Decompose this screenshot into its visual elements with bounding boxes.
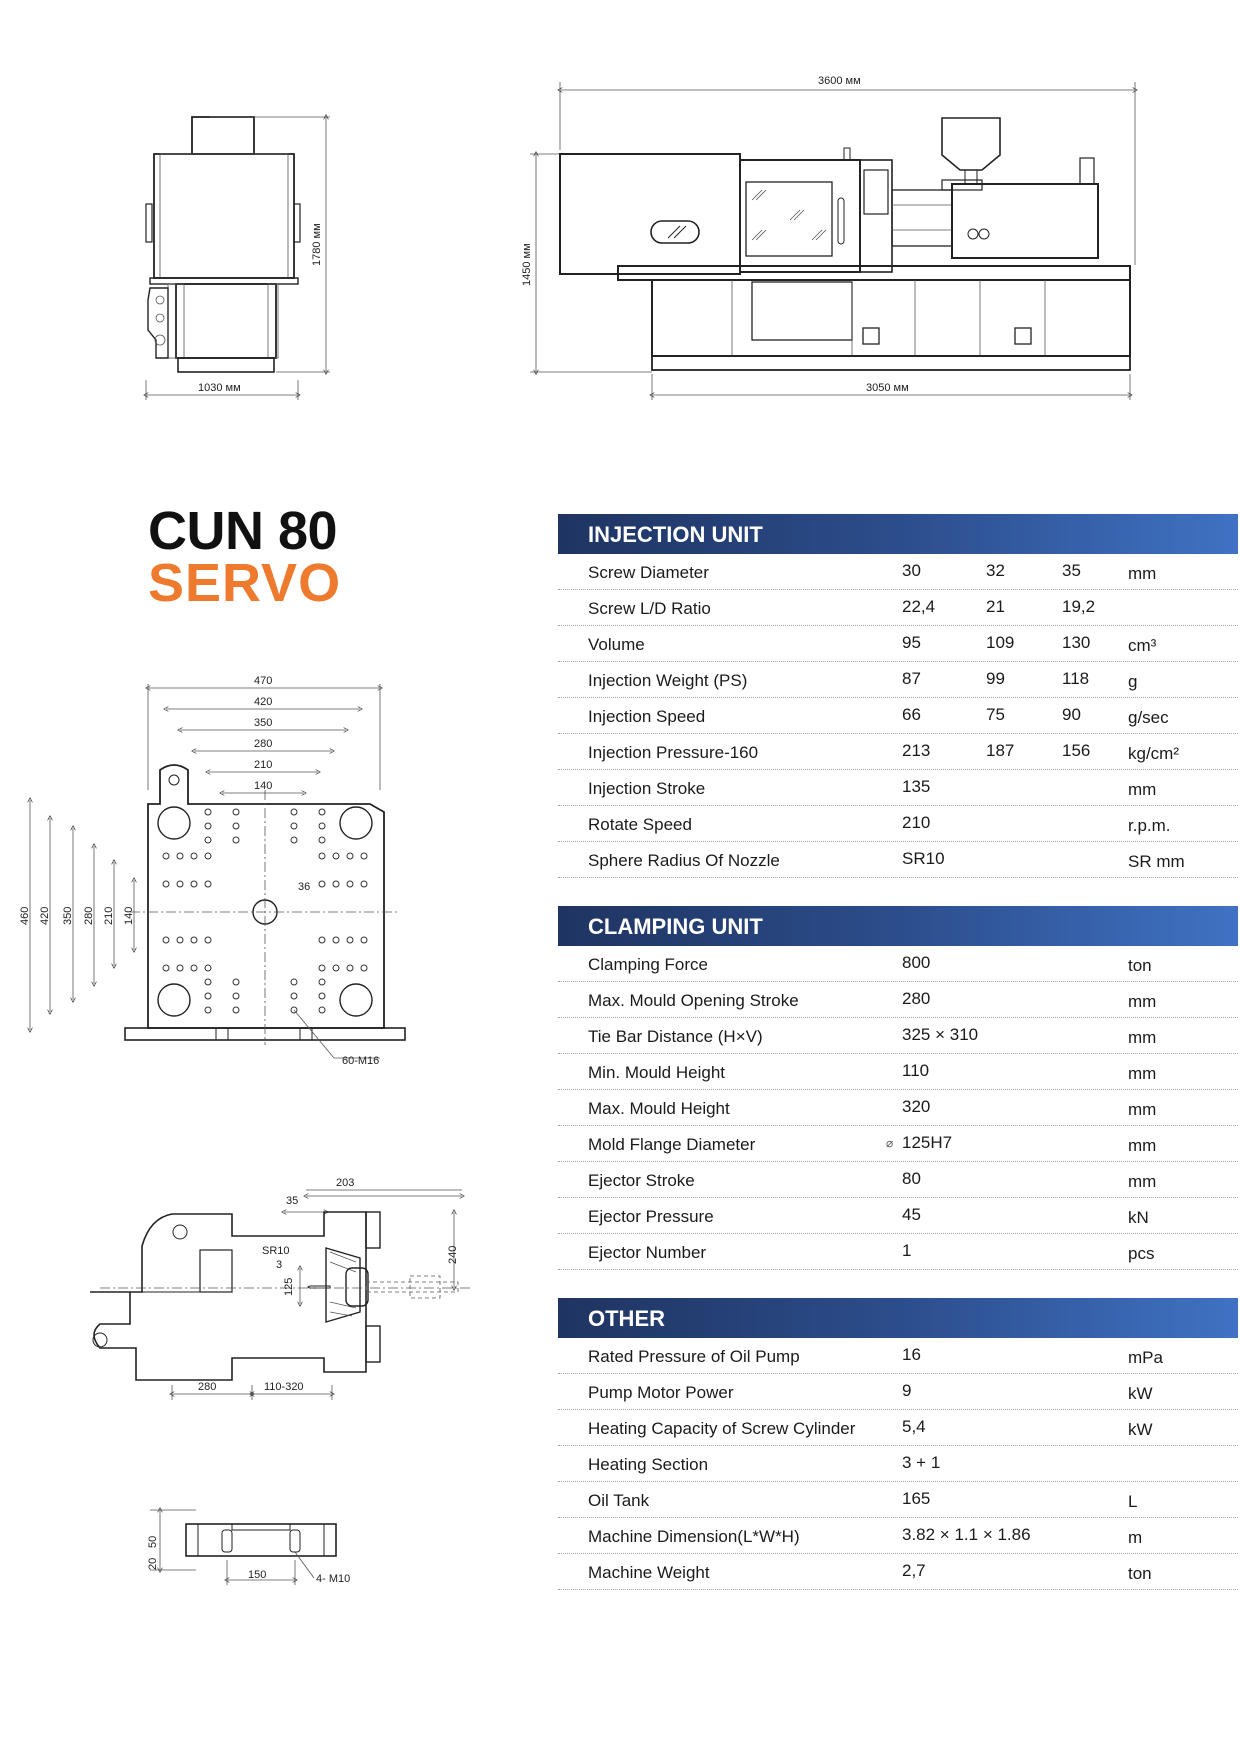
spec-unit: mm (1128, 1136, 1157, 1155)
spec-row (558, 626, 1238, 662)
spec-unit: mm (1128, 992, 1157, 1011)
spec-value-2: 32 (986, 561, 1005, 580)
spec-label: Heating Section (588, 1455, 709, 1474)
spec-value-3: 156 (1062, 741, 1091, 760)
front-length-label: 3600 мм (818, 75, 861, 87)
spec-label: Rated Pressure of Oil Pump (588, 1347, 800, 1366)
spec-value-1: 5,4 (902, 1417, 926, 1436)
spec-unit: kW (1128, 1384, 1153, 1403)
spec-unit: SR mm (1128, 852, 1185, 871)
spec-rows (558, 554, 1238, 878)
spec-row (558, 842, 1238, 878)
spec-row (558, 734, 1238, 770)
spec-row (558, 1554, 1238, 1590)
spec-label: Injection Speed (588, 707, 706, 726)
product-model: CUN 80 (148, 501, 338, 561)
spec-label: Injection Weight (PS) (588, 671, 748, 690)
platen-dim-210: 210 (254, 759, 273, 771)
spec-rows (558, 1338, 1238, 1590)
spec-value-1: 87 (902, 669, 921, 688)
spec-unit: mm (1128, 1064, 1157, 1083)
platen-vdim-420: 420 (39, 906, 51, 925)
platen-vdim-460: 460 (19, 906, 31, 925)
nozzle-dim-203: 203 (336, 1177, 355, 1189)
spec-label: Ejector Number (588, 1243, 707, 1262)
spec-row (558, 770, 1238, 806)
spec-label: Volume (588, 635, 645, 654)
spec-label: Rotate Speed (588, 815, 692, 834)
spec-unit: kN (1128, 1208, 1149, 1227)
spec-value-1: 125H7 (902, 1133, 953, 1152)
spec-value-1: 22,4 (902, 597, 936, 616)
spec-value-1: 800 (902, 953, 931, 972)
platen-dim-280: 280 (254, 738, 273, 750)
front-base-label: 3050 мм (866, 382, 909, 394)
spec-value-3: 19,2 (1062, 597, 1096, 616)
spec-value-3: 35 (1062, 561, 1081, 580)
spec-label: Screw L/D Ratio (588, 599, 711, 618)
spec-value-1: 30 (902, 561, 921, 580)
spec-rows (558, 946, 1238, 1270)
spec-row (558, 1410, 1238, 1446)
spec-label: Max. Mould Height (588, 1099, 730, 1118)
nozzle-section-drawing (90, 1190, 470, 1400)
ejector-bolt-label: 4- M10 (316, 1573, 351, 1585)
spec-value-2: 99 (986, 669, 1005, 688)
spec-label: Sphere Radius Of Nozzle (588, 851, 780, 870)
spec-row (558, 662, 1238, 698)
spec-label: Tie Bar Distance (H×V) (588, 1027, 763, 1046)
spec-unit: ton (1128, 956, 1152, 975)
spec-unit: g/sec (1128, 708, 1169, 727)
side-width-label: 1030 мм (198, 382, 241, 394)
front-view-drawing (530, 82, 1135, 400)
spec-value-1: 213 (902, 741, 931, 760)
spec-value-1: 210 (902, 813, 931, 832)
spec-label: Injection Stroke (588, 779, 706, 798)
side-view-drawing (146, 117, 330, 400)
spec-value-1: 95 (902, 633, 921, 652)
spec-row (558, 1446, 1238, 1482)
spec-value-1: 45 (902, 1205, 921, 1224)
spec-row (558, 554, 1238, 590)
spec-unit: g (1128, 672, 1138, 691)
spec-value-3: 118 (1062, 669, 1090, 688)
spec-row (558, 1018, 1238, 1054)
spec-unit: mm (1128, 564, 1157, 583)
spec-row (558, 1338, 1238, 1374)
spec-row (558, 982, 1238, 1018)
spec-label: Ejector Stroke (588, 1171, 695, 1190)
platen-bolt-label: 60-M16 (342, 1055, 380, 1067)
spec-value-1: 280 (902, 989, 931, 1008)
nozzle-dim-240: 240 (447, 1245, 459, 1264)
clamping-unit-section (558, 906, 1238, 1270)
spec-unit: pcs (1128, 1244, 1155, 1263)
spec-unit: kW (1128, 1420, 1153, 1439)
spec-row (558, 590, 1238, 626)
spec-label: Pump Motor Power (588, 1383, 734, 1402)
spec-value-1: 165 (902, 1489, 931, 1508)
platen-vdim-210: 210 (103, 906, 115, 925)
platen-dim-350: 350 (254, 717, 273, 729)
platen-drawing (30, 684, 405, 1058)
spec-value-1: 110 (902, 1061, 930, 1080)
spec-unit: m (1128, 1528, 1143, 1547)
spec-unit: cm³ (1128, 636, 1157, 655)
spec-row (558, 698, 1238, 734)
spec-unit: mPa (1128, 1348, 1163, 1367)
other-section (558, 1298, 1238, 1590)
product-variant: SERVO (148, 553, 342, 613)
platen-vdim-140: 140 (123, 906, 135, 925)
section-header: OTHER (558, 1298, 1238, 1338)
spec-label: Max. Mould Opening Stroke (588, 991, 799, 1010)
nozzle-dim-110-320: 110-320 (264, 1381, 304, 1393)
spec-row (558, 946, 1238, 982)
spec-row (558, 1198, 1238, 1234)
nozzle-dim-3: 3 (276, 1259, 283, 1271)
spec-row (558, 1054, 1238, 1090)
spec-label: Min. Mould Height (588, 1063, 726, 1082)
spec-value-1: 135 (902, 777, 931, 796)
spec-prefix: ⌀ (886, 1136, 894, 1150)
platen-center-dim: 36 (298, 881, 311, 893)
spec-label: Heating Capacity of Screw Cylinder (588, 1419, 856, 1438)
platen-vdim-350: 350 (62, 906, 74, 925)
spec-label: Machine Weight (588, 1563, 710, 1582)
spec-row (558, 1374, 1238, 1410)
spec-value-1: 3.82 × 1.1 × 1.86 (902, 1525, 1031, 1544)
spec-unit: r.p.m. (1128, 816, 1171, 835)
spec-value-2: 109 (986, 633, 1015, 652)
spec-unit: L (1128, 1492, 1138, 1511)
section-header: CLAMPING UNIT (558, 906, 1238, 946)
spec-row (558, 1162, 1238, 1198)
spec-value-1: SR10 (902, 849, 945, 868)
ejector-plate-drawing (150, 1510, 336, 1585)
spec-value-2: 75 (986, 705, 1005, 724)
spec-unit: kg/cm² (1128, 744, 1179, 763)
spec-row (558, 1090, 1238, 1126)
injection-unit-section (558, 514, 1238, 878)
spec-label: Injection Pressure-160 (588, 743, 759, 762)
spec-row (558, 1518, 1238, 1554)
ejector-dim-50: 50 (147, 1535, 159, 1548)
spec-row (558, 1126, 1238, 1162)
spec-row (558, 1482, 1238, 1518)
spec-value-1: 320 (902, 1097, 931, 1116)
platen-dim-470: 470 (254, 675, 273, 687)
ejector-dim-20: 20 (147, 1557, 159, 1570)
spec-label: Mold Flange Diameter (588, 1135, 756, 1154)
side-height-label: 1780 мм (311, 223, 323, 266)
spec-value-1: 80 (902, 1169, 921, 1188)
spec-value-2: 21 (986, 597, 1005, 616)
spec-unit: mm (1128, 780, 1157, 799)
spec-value-1: 9 (902, 1381, 912, 1400)
spec-value-1: 2,7 (902, 1561, 926, 1580)
ejector-dim-150: 150 (248, 1569, 267, 1581)
spec-unit: ton (1128, 1564, 1152, 1583)
spec-label: Machine Dimension(L*W*H) (588, 1527, 800, 1546)
spec-value-1: 1 (902, 1241, 912, 1260)
spec-label: Ejector Pressure (588, 1207, 714, 1226)
section-header: INJECTION UNIT (558, 514, 1238, 554)
spec-value-2: 187 (986, 741, 1015, 760)
front-height-label: 1450 мм (521, 243, 533, 286)
spec-value-1: 16 (902, 1345, 921, 1364)
spec-value-3: 90 (1062, 705, 1081, 724)
nozzle-dim-35: 35 (286, 1195, 299, 1207)
platen-dim-420: 420 (254, 696, 273, 708)
platen-dim-140: 140 (254, 780, 273, 792)
nozzle-dim-125: 125 (283, 1277, 295, 1296)
spec-value-3: 130 (1062, 633, 1091, 652)
spec-label: Screw Diameter (588, 563, 709, 582)
spec-label: Clamping Force (588, 955, 708, 974)
spec-unit: mm (1128, 1100, 1157, 1119)
spec-value-1: 3 + 1 (902, 1453, 941, 1472)
nozzle-dim-280: 280 (198, 1381, 217, 1393)
spec-row (558, 806, 1238, 842)
spec-unit: mm (1128, 1172, 1157, 1191)
product-title (148, 501, 342, 613)
spec-value-1: 325 × 310 (902, 1025, 979, 1044)
platen-vdim-280: 280 (83, 906, 95, 925)
spec-row (558, 1234, 1238, 1270)
spec-value-1: 66 (902, 705, 921, 724)
spec-unit: mm (1128, 1028, 1157, 1047)
nozzle-dim-sr10: SR10 (262, 1245, 290, 1257)
spec-label: Oil Tank (588, 1491, 650, 1510)
